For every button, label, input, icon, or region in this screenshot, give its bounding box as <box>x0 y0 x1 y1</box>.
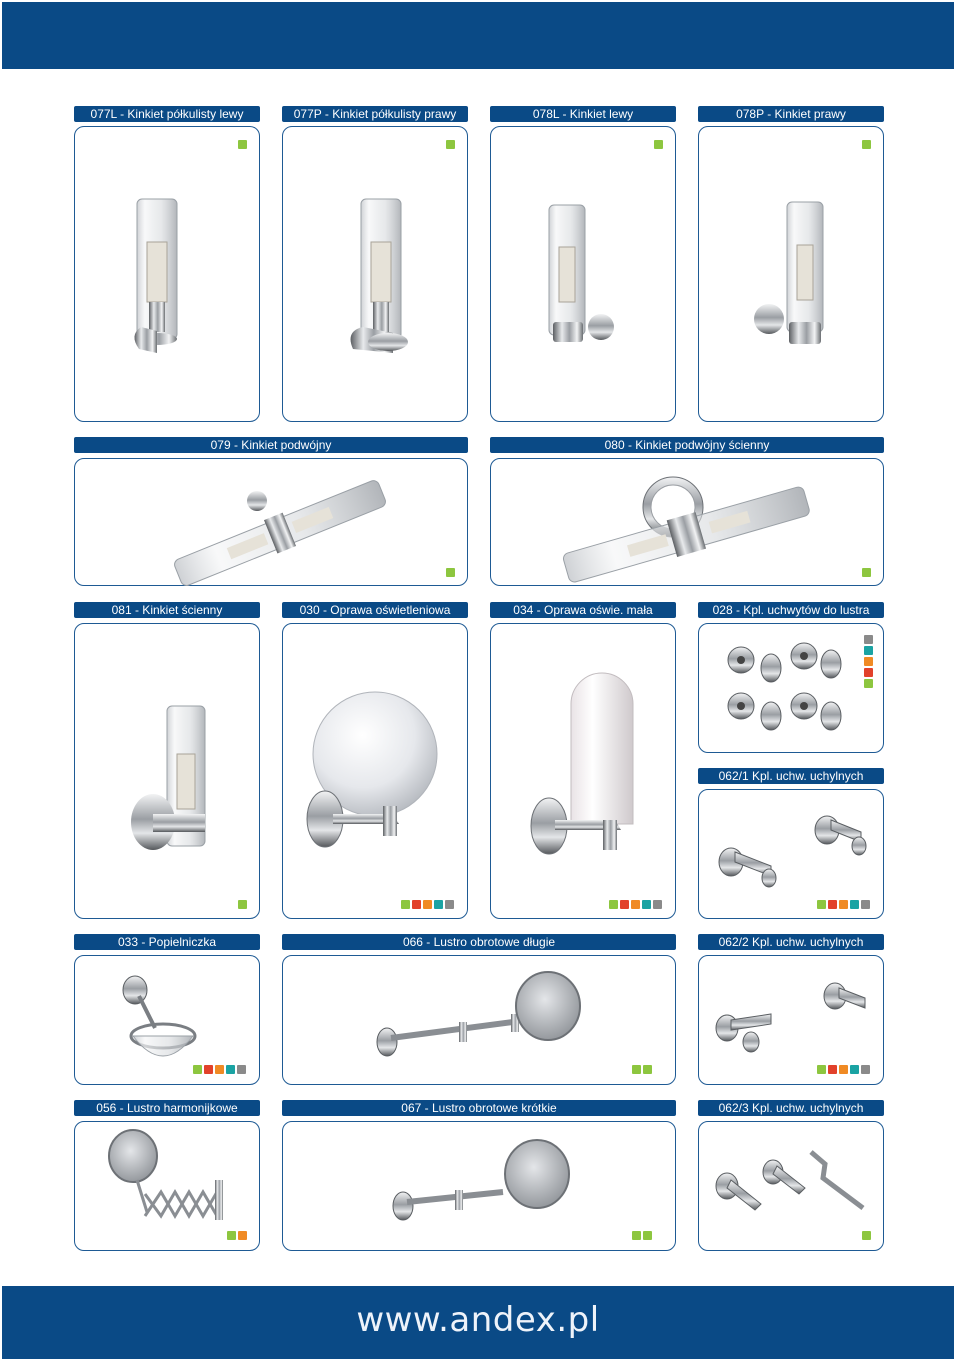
long-swivel-mirror-image <box>283 956 677 1086</box>
product-panel-062-2[interactable] <box>698 955 884 1085</box>
product-label-062-1: 062/1 Kpl. uchw. uchylnych <box>698 768 884 784</box>
small-lamp-image <box>491 624 677 920</box>
double-sconce-image <box>75 459 469 587</box>
sconce-image <box>491 127 677 423</box>
product-panel-062-3[interactable] <box>698 1121 884 1251</box>
product-panel-079[interactable] <box>74 458 468 586</box>
product-panel-033[interactable] <box>74 955 260 1085</box>
product-panel-034[interactable] <box>490 623 676 919</box>
product-panel-078l[interactable] <box>490 126 676 422</box>
product-label-079: 079 - Kinkiet podwójny <box>74 437 468 453</box>
sconce-image <box>699 127 885 423</box>
hinged-holders-image <box>699 1122 885 1252</box>
ashtray-image <box>75 956 261 1086</box>
product-panel-077p[interactable] <box>282 126 468 422</box>
product-panel-080[interactable] <box>490 458 884 586</box>
product-label-028: 028 - Kpl. uchwytów do lustra <box>698 602 884 618</box>
accordion-mirror-image <box>75 1122 261 1252</box>
product-label-078p: 078P - Kinkiet prawy <box>698 106 884 122</box>
product-label-030: 030 - Oprawa oświetleniowa <box>282 602 468 618</box>
website-url[interactable]: www.andex.pl <box>356 1300 600 1340</box>
product-panel-078p[interactable] <box>698 126 884 422</box>
product-label-077l: 077L - Kinkiet półkulisty lewy <box>74 106 260 122</box>
product-panel-066[interactable] <box>282 955 676 1085</box>
product-label-062-3: 062/3 Kpl. uchw. uchylnych <box>698 1100 884 1116</box>
product-label-077p: 077P - Kinkiet półkulisty prawy <box>282 106 468 122</box>
hinged-holders-image <box>699 790 885 920</box>
mirror-clips-image <box>699 624 885 754</box>
product-panel-081[interactable] <box>74 623 260 919</box>
product-panel-077l[interactable] <box>74 126 260 422</box>
product-label-067: 067 - Lustro obrotowe krótkie <box>282 1100 676 1116</box>
product-label-033: 033 - Popielniczka <box>74 934 260 950</box>
short-swivel-mirror-image <box>283 1122 677 1252</box>
double-wall-sconce-image <box>491 459 885 587</box>
product-panel-028[interactable] <box>698 623 884 753</box>
product-label-062-2: 062/2 Kpl. uchw. uchylnych <box>698 934 884 950</box>
product-panel-056[interactable] <box>74 1121 260 1251</box>
product-panel-067[interactable] <box>282 1121 676 1251</box>
globe-lamp-image <box>283 624 469 920</box>
product-panel-030[interactable] <box>282 623 468 919</box>
header-band <box>2 2 954 69</box>
product-label-066: 066 - Lustro obrotowe długie <box>282 934 676 950</box>
product-label-078l: 078L - Kinkiet lewy <box>490 106 676 122</box>
wall-sconce-image <box>75 624 261 920</box>
product-label-080: 080 - Kinkiet podwójny ścienny <box>490 437 884 453</box>
product-panel-062-1[interactable] <box>698 789 884 919</box>
product-label-056: 056 - Lustro harmonijkowe <box>74 1100 260 1116</box>
hinged-holders-image <box>699 956 885 1086</box>
sconce-image <box>283 127 469 423</box>
product-label-034: 034 - Oprawa oświe. mała <box>490 602 676 618</box>
sconce-image <box>75 127 261 423</box>
product-label-081: 081 - Kinkiet ścienny <box>74 602 260 618</box>
footer-band <box>2 1286 954 1359</box>
